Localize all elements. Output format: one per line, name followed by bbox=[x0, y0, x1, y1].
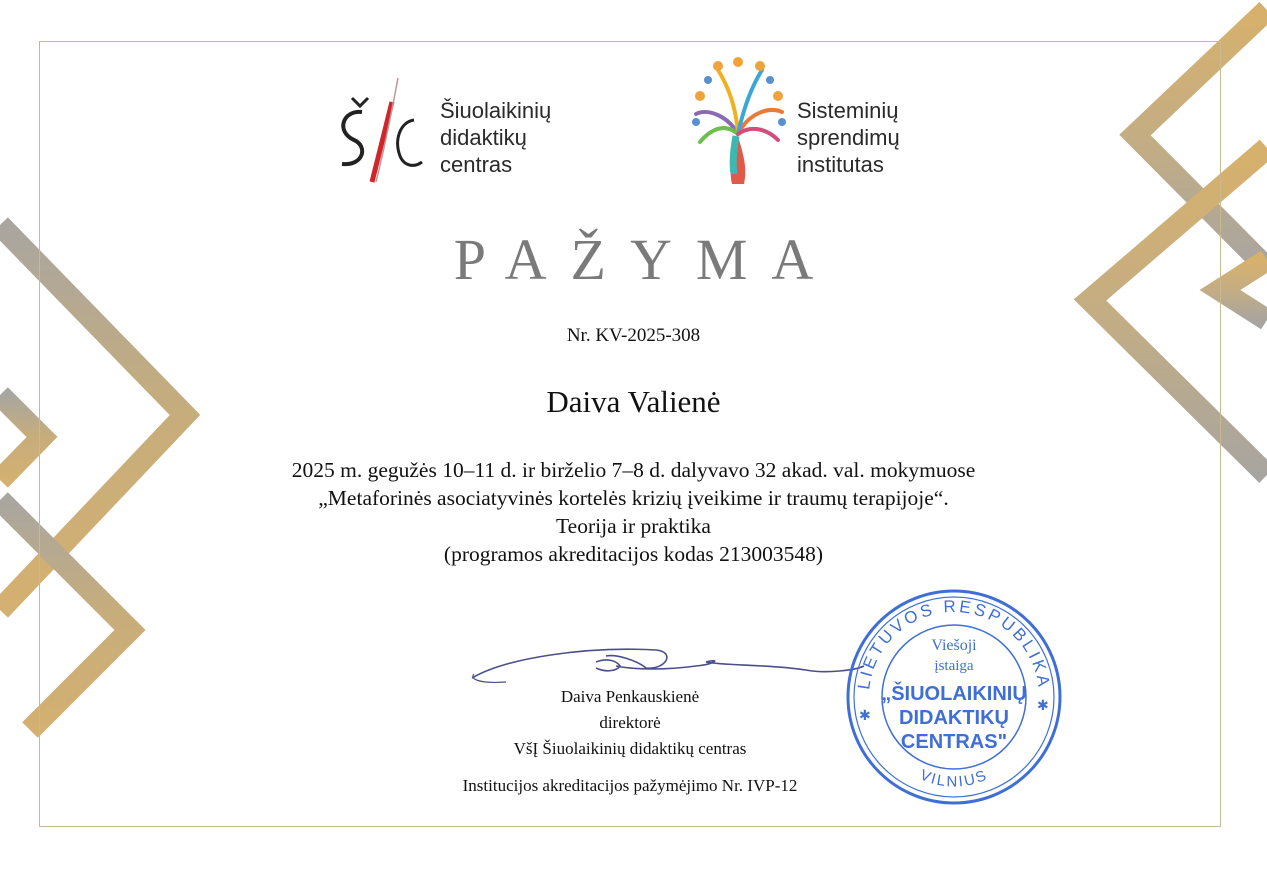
signatory-name: Daiva Penkauskienė bbox=[560, 687, 700, 706]
signatory-role: direktorė bbox=[599, 713, 661, 732]
stamp-line: Viešoji bbox=[931, 637, 977, 654]
stamp-star-icon: ✱ bbox=[859, 707, 871, 723]
accreditation-note: Institucijos akreditacijos pažymėjimo Nr. IVP-12 bbox=[462, 776, 798, 795]
signatory-block bbox=[420, 684, 840, 762]
body-line: Teorija ir praktika bbox=[556, 514, 711, 538]
certificate-number: Nr. KV-2025-308 bbox=[566, 325, 701, 346]
official-stamp bbox=[841, 586, 1067, 808]
sdc-logo bbox=[332, 70, 432, 190]
stamp-outer-top: LIETUVOS RESPUBLIKA bbox=[854, 596, 1054, 691]
ssi-logo bbox=[688, 56, 788, 189]
tree-logo-icon bbox=[688, 56, 788, 184]
body-line: 2025 m. gegužės 10–11 d. ir birželio 7–8 d. dalyvavo 32 akad. val. mokymuose bbox=[291, 458, 976, 482]
logo-line: centras bbox=[440, 152, 513, 177]
signatory-org: VšĮ Šiuolaikinių didaktikų centras bbox=[513, 739, 747, 758]
recipient-name: Daiva Valienė bbox=[546, 384, 721, 419]
certificate-body bbox=[0, 456, 1267, 568]
logo-line: Sisteminių bbox=[797, 98, 899, 123]
logo-line: Šiuolaikinių bbox=[440, 98, 552, 123]
ssi-logo-text bbox=[797, 97, 900, 178]
logo-line: sprendimų bbox=[797, 125, 900, 150]
logo-line: institutas bbox=[797, 152, 884, 177]
body-line: „Metaforinės asociatyvinės kortelės krizių įveikime ir traumų terapijoje“. bbox=[318, 486, 949, 510]
stamp-line: CENTRAS" bbox=[900, 731, 1008, 753]
body-line: (programos akreditacijos kodas 213003548) bbox=[443, 542, 824, 566]
certificate-title: PAŽYMA bbox=[453, 227, 838, 292]
sdc-logo-text bbox=[440, 97, 551, 178]
stamp-line: DIDAKTIKŲ bbox=[899, 707, 1009, 729]
stamp-line: „ŠIUOLAIKINIŲ bbox=[881, 683, 1027, 705]
handwritten-signature bbox=[466, 640, 866, 690]
sdc-logo-mark-icon bbox=[332, 70, 432, 185]
stamp-star-icon: ✱ bbox=[1037, 697, 1049, 713]
stamp-outer-bottom: VILNIUS bbox=[917, 766, 991, 791]
logo-line: didaktikų bbox=[440, 125, 527, 150]
stamp-line: įstaiga bbox=[934, 658, 974, 674]
